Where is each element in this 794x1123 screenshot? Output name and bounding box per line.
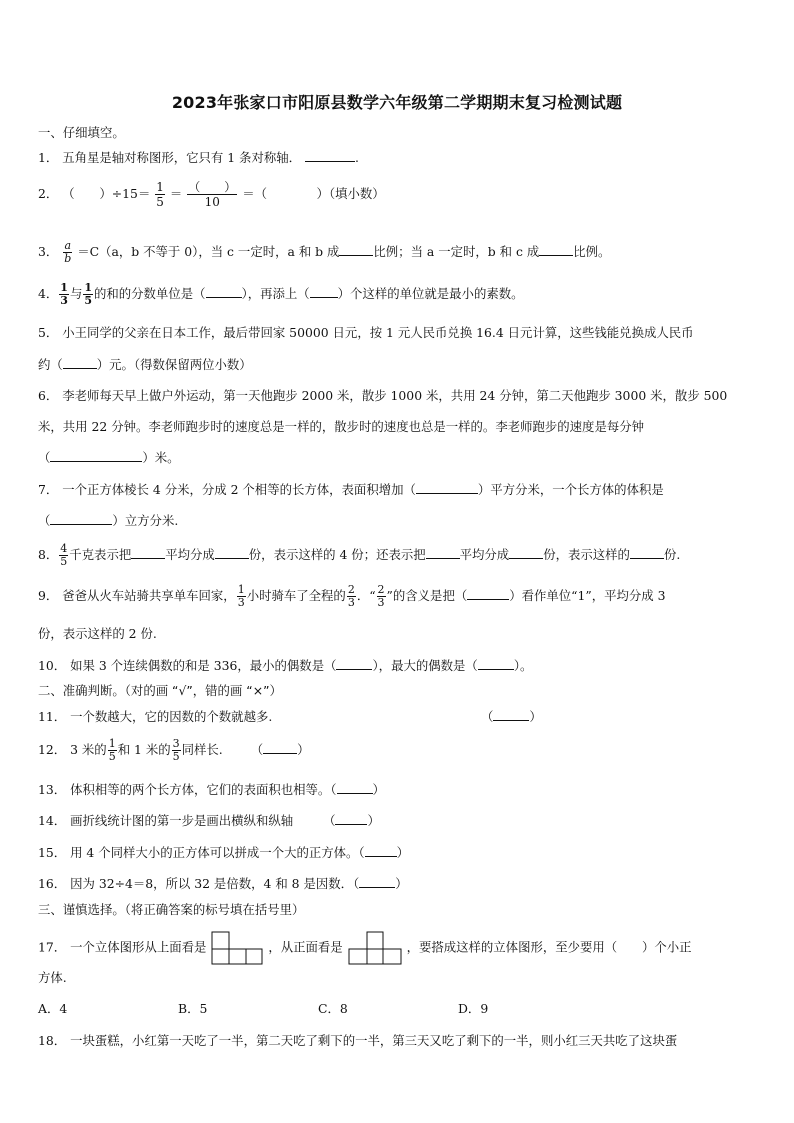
fraction [172,738,181,763]
paren-open: （ [250,742,264,757]
paren-close: ） [396,845,410,860]
question-10-text: ）。 [513,658,533,673]
fraction [347,584,356,609]
question-10 [38,656,768,674]
denominator: 5 [108,750,116,763]
fraction [377,584,386,609]
numerator: a [64,239,72,252]
judge-answer [323,813,380,828]
equals-sign: ＝ [169,186,183,201]
question-2-tail: ＝（ ）（填小数） [242,186,385,201]
answer-blank[interactable] [50,449,142,462]
numerator: 1 [237,583,245,596]
question-10-text: ），最大的偶数是（ [372,658,478,673]
fraction [237,584,246,609]
question-4-with: 与 [69,286,83,301]
fraction [63,240,72,265]
option-d[interactable]: D．9 [458,1001,489,1016]
question-8 [38,543,768,568]
question-7-mid: ）平方分米，一个长方体的体积是 [477,482,664,497]
answer-blank[interactable] [426,546,460,559]
question-3 [38,240,768,265]
question-3-text: ＝C（a，b 不等于 0），当 c 一定时，a 和 b 成 [77,244,340,259]
option-c[interactable]: C．8 [318,1001,348,1016]
answer-blank[interactable] [416,481,478,494]
question-8-text: 份. [663,547,681,562]
numerator: 2 [377,583,385,596]
question-number: 4． [38,286,59,301]
question-7-text: 7． 一个正方体棱长 4 分米，分成 2 个相等的长方体，表面积增加（ [38,482,416,497]
fraction [83,282,93,307]
denominator: 5 [156,195,164,209]
numerator: 4 [60,542,68,555]
question-9-line-1 [38,584,768,609]
numerator: 1 [108,737,116,750]
judge-answer [251,742,310,757]
answer-blank[interactable] [131,546,165,559]
question-17-text: ，要搭成这样的立体图形，至少要用（ ）个小正 [406,939,692,955]
question-4-mid: ），再添上（ [241,286,310,301]
option-b[interactable]: B．5 [178,1001,208,1016]
paren-close: ） [529,709,542,724]
question-5-line-2 [38,355,768,373]
fraction [155,180,165,209]
answer-blank[interactable] [335,812,367,825]
question-13-text: 13． 体积相等的两个长方体，它们的表面积也相等。（ [38,782,337,797]
question-14 [38,811,768,829]
question-5-line-1: 5． 小王同学的父亲在日本工作，最后带回家 50000 日元，按 1 元人民币兑换 16.4 日元计算，这些钱能兑换成人民币 [38,325,694,340]
question-15 [38,843,768,861]
question-16-text: 16． 因为 32÷4＝8，所以 32 是倍数，4 和 8 是因数．（ [38,876,360,891]
question-8-text: 千克表示把 [69,547,132,562]
denominator: 3 [60,294,68,307]
denominator: 3 [347,596,355,609]
question-17-line-2: 方体. [38,970,67,985]
question-5-tail: ）元。（得数保留两位小数） [96,357,252,372]
paren-close: ） [395,876,408,891]
question-number: 8． [38,547,59,562]
question-5-text: 约（ [38,357,63,372]
judge-answer [481,707,542,725]
question-10-text: 10． 如果 3 个连续偶数的和是 336，最小的偶数是（ [38,658,337,673]
page-title: 2023年张家口市阳原县数学六年级第二学期期末复习检测试题 [171,93,623,112]
question-7-tail: ）立方分米. [112,513,179,528]
paren-open: （ [481,709,494,724]
answer-blank[interactable] [467,587,509,600]
answer-blank[interactable] [539,243,573,256]
denominator: 5 [172,750,180,763]
question-12-text: 和 1 米的 [117,742,171,757]
question-number: 2． [38,186,59,201]
answer-blank[interactable] [359,875,395,888]
question-12 [38,738,768,763]
numerator: 1 [60,281,68,294]
numerator: 1 [84,281,92,294]
question-17-text: 17． 一个立体图形从上面看是 [38,939,207,955]
section-3-heading: 三、谨慎选择。（将正确答案的标号填在括号里） [38,902,305,917]
question-8-text: 份，表示这样的 [543,547,630,562]
question-3-mid: 比例；当 a 一定时，b 和 c 成 [373,244,540,259]
answer-blank[interactable] [263,741,297,754]
section-1-heading: 一、仔细填空。 [38,125,125,140]
answer-blank[interactable] [365,844,397,857]
question-12-text: 12． 3 米的 [38,742,107,757]
question-17-line-1 [38,930,768,966]
answer-blank[interactable] [215,546,249,559]
question-2-text: （ ）÷15＝ [62,186,151,201]
question-4-text: 的和的分数单位是（ [93,286,206,301]
question-15-text: 15． 用 4 个同样大小的正方体可以拼成一个大的正方体。（ [38,845,365,860]
question-13 [38,780,768,798]
answer-blank[interactable] [339,243,373,256]
denominator: 5 [60,555,68,568]
numerator-blank[interactable]: （ ） [188,180,237,194]
denominator: 10 [204,195,220,209]
question-16 [38,874,768,892]
question-8-text: 份，表示这样的 4 份；还表示把 [248,547,426,562]
question-number: 3． [38,244,59,259]
answer-blank[interactable] [305,149,355,162]
question-7-line-2 [38,511,768,529]
answer-blank[interactable] [50,512,112,525]
question-17-text: ，从正面看是 [268,939,343,955]
top-view-figure [210,930,264,966]
fraction [59,282,69,307]
question-8-text: 平均分成 [459,547,510,562]
paren-close: ） [367,813,380,828]
question-2 [38,180,768,209]
numerator: 3 [172,737,180,750]
answer-blank[interactable] [493,708,529,721]
question-6-line-3 [38,448,768,466]
question-9-text: 9． 爸爸从火车站骑共享单车回家， [38,588,236,603]
paren-open: （ [38,450,51,465]
answer-blank[interactable] [63,356,97,369]
question-1-text: 1． 五角星是轴对称图形，它只有 1 条对称轴． [38,150,302,165]
question-4-end: ）个这样的单位就是最小的素数。 [337,286,524,301]
answer-blank[interactable] [337,781,373,794]
numerator: 1 [156,180,164,194]
fraction [59,543,68,568]
question-6-line-1: 6． 李老师每天早上做户外运动，第一天他跑步 2000 米，散步 1000 米，共用 24 分钟，第二天他跑步 3000 米，散步 500 [38,388,728,403]
denominator: 3 [237,596,245,609]
fraction [108,738,117,763]
paren-open: （ [38,513,51,528]
question-9-text: ”的含义是把（ [386,588,468,603]
question-6-tail: ）米。 [142,450,180,465]
option-a[interactable]: A．4 [38,1001,68,1016]
question-9-text: ．“ [356,588,376,603]
answer-blank[interactable] [206,285,242,298]
answer-blank[interactable] [478,657,514,670]
numerator: 2 [347,583,355,596]
answer-blank[interactable] [630,546,664,559]
section-2-heading: 二、准确判断。（对的画 “√”，错的画 “×”） [38,683,282,698]
denominator: b [64,252,72,265]
question-7-line-1 [38,480,768,498]
question-12-text: 同样长. [181,742,223,757]
question-9-text: ）看作单位“1”，平均分成 3 [509,588,666,603]
denominator: 5 [84,294,92,307]
question-1: 1． 五角星是轴对称图形，它只有 1 条对称轴． . [38,150,359,165]
question-17-options [38,999,768,1017]
question-18: 18． 一块蛋糕，小红第一天吃了一半，第二天吃了剩下的一半，第三天又吃了剩下的一半，则小红三天共吃了这块蛋 [38,1033,678,1048]
question-11-text: 11． 一个数越大，它的因数的个数就越多. [38,709,273,724]
question-9-line-2: 份，表示这样的 2 份. [38,626,157,641]
paren-close: ） [372,782,385,797]
fraction [187,180,237,209]
answer-blank[interactable] [310,285,338,298]
question-11 [38,707,768,725]
paren-open: （ [323,813,336,828]
answer-blank[interactable] [336,657,372,670]
front-view-figure [347,930,403,966]
question-8-text: 平均分成 [165,547,215,562]
paren-close: ） [297,742,310,757]
question-9-text: 小时骑车了全程的 [246,588,346,603]
question-6-line-2: 米，共用 22 分钟。李老师跑步时的速度总是一样的，散步时的速度也总是一样的。李老师跑步的速度是每分钟 [38,419,645,434]
question-14-text: 14． 画折线统计图的第一步是画出横纵和纵轴 [38,813,294,828]
question-3-end: 比例。 [573,244,611,259]
denominator: 3 [377,596,385,609]
question-4 [38,282,768,307]
answer-blank[interactable] [509,546,543,559]
